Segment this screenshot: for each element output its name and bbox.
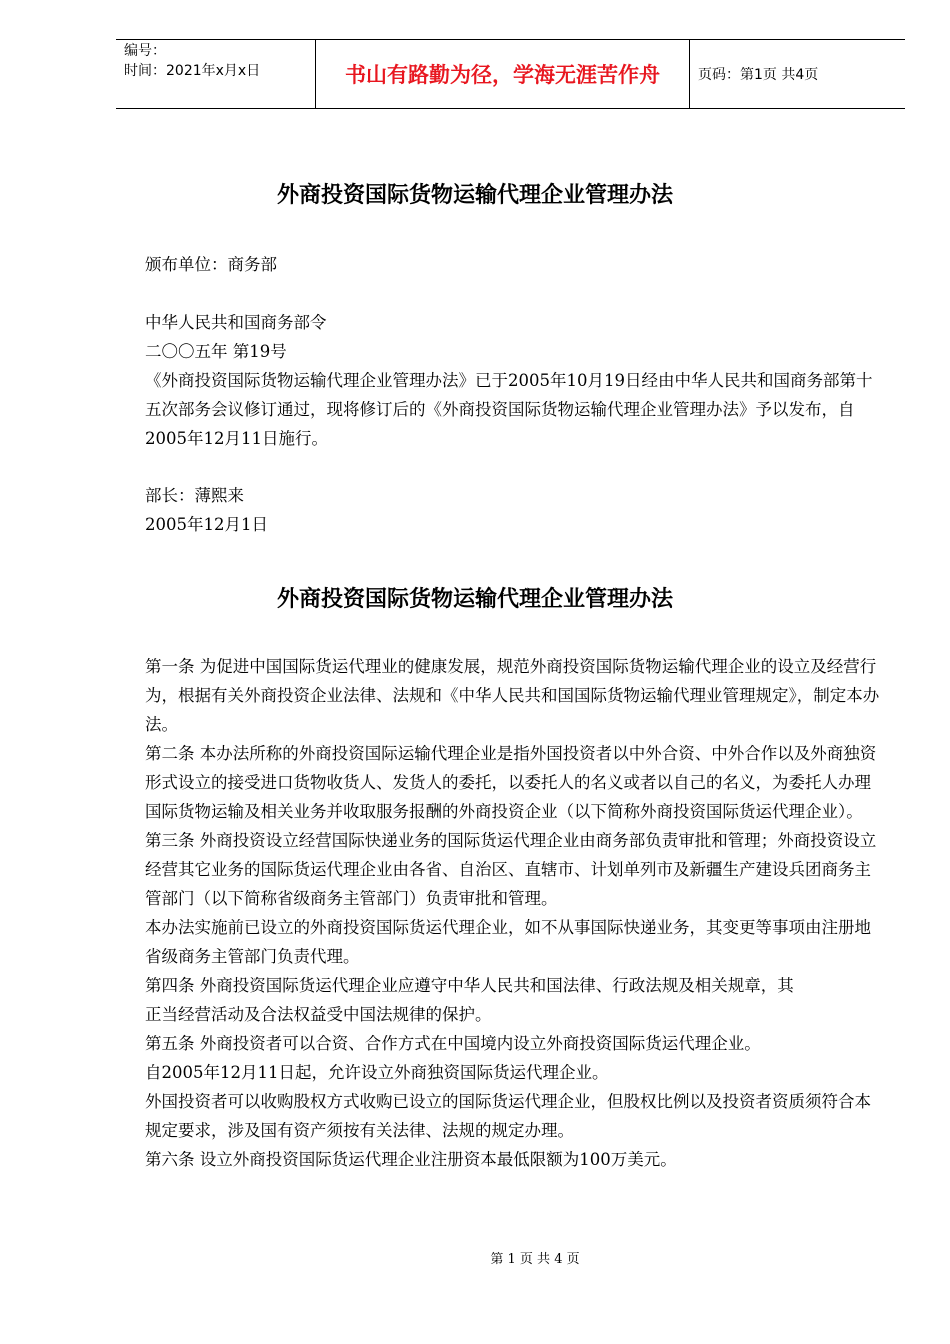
signature-block: [145, 481, 880, 539]
order-block: [145, 308, 880, 453]
page-footer: 第 1 页 共 4 页: [490, 1252, 580, 1267]
time-label: 时间：2021年x月x日: [124, 63, 261, 79]
issuer-block: [145, 250, 880, 279]
sign-line: 2005年12月1日: [145, 515, 268, 534]
article-paragraph: 第五条 外商投资者可以合资、合作方式在中国境内设立外商投资国际货运代理企业。: [145, 1034, 761, 1053]
document-title: 外商投资国际货物运输代理企业管理办法: [276, 183, 673, 208]
sign-line: 部长：薄熙来: [145, 486, 244, 505]
document-title-2: 外商投资国际货物运输代理企业管理办法: [276, 587, 673, 612]
order-line: 中华人民共和国商务部令: [145, 313, 327, 332]
article-paragraph: 第四条 外商投资国际货运代理企业应遵守中华人民共和国法律、行政法规及相关规章，其: [145, 976, 794, 995]
article-paragraph: 外国投资者可以收购股权方式收购已设立的国际货运代理企业，但股权比例以及投资者资质须符合本规定要求，涉及国有资产须按有关法律、法规的规定办理。: [145, 1092, 871, 1140]
header-page-info: 页码：第1页 共4页: [698, 67, 819, 83]
article-paragraph: 正当经营活动及合法权益受中国法规律的保护。: [145, 1005, 492, 1024]
article-paragraph: 自2005年12月11日起，允许设立外商独资国际货运代理企业。: [145, 1063, 609, 1082]
page-header: [116, 39, 905, 109]
article-paragraph: 第三条 外商投资设立经营国际快递业务的国际货运代理企业由商务部负责审批和管理；外商投资设立经营其它业务的国际货运代理企业由各省、自治区、直辖市、计划单列市及新疆生产建设兵团商务主管部门（以下简称省级商务主管部门）负责审批和管理。: [145, 831, 877, 908]
issuer-line: 颁布单位：商务部: [145, 255, 277, 274]
header-motto: 书山有路勤为径，学海无涯苦作舟: [316, 40, 690, 108]
article-paragraph: 第二条 本办法所称的外商投资国际运输代理企业是指外国投资者以中外合资、中外合作以及外商独资形式设立的接受进口货物收货人、发货人的委托，以委托人的名义或者以自己的名义，为委托人办理国际货物运输及相关业务并收取服务报酬的外商投资企业（以下简称外商投资国际货运代理企业）。: [145, 744, 877, 821]
article-paragraph: 第一条 为促进中国国际货运代理业的健康发展，规范外商投资国际货物运输代理企业的设立及经营行为，根据有关外商投资企业法律、法规和《中华人民共和国国际货物运输代理业管理规定》，制定本办法。: [145, 657, 880, 734]
article-paragraph: 本办法实施前已设立的外商投资国际货运代理企业，如不从事国际快递业务，其变更等事项由注册地省级商务主管部门负责代理。: [145, 918, 871, 966]
code-label: 编号：: [124, 43, 166, 59]
order-line: 二〇〇五年 第19号: [145, 342, 287, 361]
order-line: 《外商投资国际货物运输代理企业管理办法》已于2005年10月19日经由中华人民共和国商务部第十五次部务会议修订通过，现将修订后的《外商投资国际货物运输代理企业管理办法》予以发布，自2005年12月11日施行。: [145, 371, 873, 448]
header-meta: [116, 40, 316, 108]
articles-block: [145, 652, 880, 1174]
article-paragraph: 第六条 设立外商投资国际货运代理企业注册资本最低限额为100万美元。: [145, 1150, 677, 1169]
